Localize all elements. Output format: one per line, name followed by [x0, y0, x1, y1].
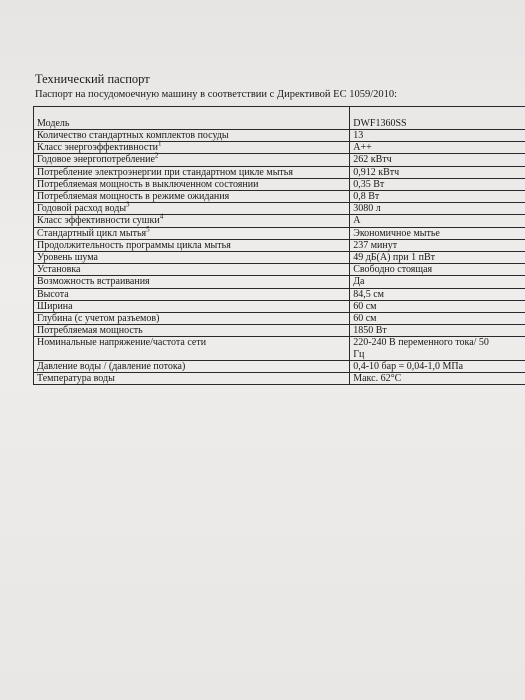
spec-label-cell — [34, 191, 350, 203]
table-row — [34, 191, 525, 203]
table-row — [34, 107, 525, 130]
spec-label: Номинальные напряжение/частота сети — [37, 337, 207, 349]
table-row — [34, 130, 525, 142]
spec-value: 262 кВтч — [353, 154, 392, 166]
spec-label: Потребляемая мощность в режиме ожидания — [37, 191, 230, 203]
spec-label: Температура воды — [37, 373, 115, 385]
spec-value-continuation: Гц — [353, 348, 365, 360]
spec-value-cell — [350, 166, 525, 178]
spec-value: 220-240 В переменного тока/ 50 — [353, 337, 489, 349]
spec-value-cell — [350, 264, 525, 276]
spec-label-cell — [34, 166, 350, 178]
spec-label-cell — [34, 288, 350, 300]
table-row — [34, 203, 525, 215]
spec-value-cell — [350, 337, 525, 360]
spec-table-body — [34, 107, 525, 385]
spec-label-cell — [34, 325, 350, 337]
spec-label: Ширина — [37, 300, 73, 312]
spec-value-cell — [350, 227, 525, 239]
table-row — [34, 300, 525, 312]
footnote-marker: 4 — [159, 213, 164, 222]
table-row — [34, 288, 525, 300]
table-row — [34, 227, 525, 239]
spec-value-cell — [350, 130, 525, 142]
spec-label: Класс эффективности сушки — [37, 215, 160, 227]
spec-value: A — [353, 215, 361, 227]
spec-label-cell — [34, 276, 350, 288]
spec-value: 0,912 кВтч — [353, 166, 400, 178]
document-title: Технический паспорт — [35, 72, 150, 86]
table-row — [34, 264, 525, 276]
spec-label-cell — [34, 227, 350, 239]
spec-value-cell — [350, 252, 525, 264]
spec-value: Экономичное мытье — [353, 227, 440, 239]
spec-label: Класс энергоэффективности — [37, 142, 159, 154]
footnote-marker: 3 — [126, 200, 130, 209]
spec-label-cell — [34, 360, 350, 372]
spec-label-cell — [34, 107, 350, 130]
spec-value: 0,35 Вт — [353, 178, 385, 190]
spec-value-cell — [350, 288, 525, 300]
spec-label: Высота — [37, 288, 69, 300]
spec-label-cell — [34, 139, 350, 154]
footnote-marker: 5 — [146, 225, 150, 234]
spec-label: Годовое энергопотребление — [37, 154, 155, 166]
spec-label-cell — [34, 337, 350, 360]
spec-value-cell — [350, 178, 525, 190]
spec-value: 13 — [353, 130, 364, 141]
spec-value-cell — [350, 276, 525, 288]
spec-value: 60 см — [353, 313, 377, 325]
table-row — [34, 142, 525, 154]
table-row — [34, 373, 525, 385]
spec-label: Количество стандартных комплектов посуды — [37, 130, 229, 141]
spec-label-cell — [34, 178, 350, 190]
spec-label-cell — [34, 313, 350, 325]
spec-label-cell — [34, 200, 350, 215]
spec-label: Давление воды / (давление потока) — [37, 360, 186, 372]
spec-value: A++ — [353, 142, 372, 154]
spec-label-cell — [34, 373, 350, 385]
document-page — [30, 40, 525, 700]
spec-label-cell — [34, 252, 350, 264]
spec-value: Да — [353, 276, 365, 288]
spec-value: Свободно стоящая — [353, 264, 433, 276]
spec-value: 0,8 Вт — [353, 191, 380, 203]
table-row — [34, 154, 525, 166]
spec-label-cell — [34, 215, 350, 227]
spec-value-cell — [350, 142, 525, 154]
spec-value: 1850 Вт — [353, 325, 387, 337]
table-row — [34, 166, 525, 178]
table-row — [34, 360, 525, 372]
spec-label: Глубина (с учетом разъемов) — [37, 313, 160, 325]
table-row — [34, 325, 525, 337]
table-row — [34, 252, 525, 264]
spec-value: 60 см — [353, 300, 377, 312]
spec-table — [33, 106, 525, 385]
spec-value: 84,5 см — [353, 288, 384, 300]
spec-label-cell — [34, 130, 350, 142]
spec-value-cell — [350, 373, 525, 385]
spec-value-cell — [350, 154, 525, 166]
spec-value-cell — [350, 325, 525, 337]
spec-label: Потребляемая мощность — [37, 325, 143, 337]
table-row — [34, 239, 525, 251]
spec-label-cell — [34, 264, 350, 276]
table-row — [34, 337, 525, 360]
spec-label: Уровень шума — [37, 252, 98, 264]
spec-label: Годовой расход воды — [37, 203, 127, 215]
table-row — [34, 313, 525, 325]
spec-label: Потребляемая мощность в выключенном состоянии — [37, 178, 259, 190]
spec-label: Стандартный цикл мытья — [37, 227, 147, 239]
spec-table-wrapper — [33, 106, 525, 385]
spec-label: Модель — [37, 117, 70, 129]
spec-value-cell — [350, 107, 525, 130]
spec-value-cell — [350, 215, 525, 227]
spec-value: 237 минут — [353, 239, 398, 251]
spec-value-cell — [350, 300, 525, 312]
spec-label: Продолжительность программы цикла мытья — [37, 239, 231, 251]
footnote-marker: 2 — [154, 152, 159, 161]
spec-label: Возможность встраивания — [37, 276, 150, 288]
table-row — [34, 215, 525, 227]
table-row — [34, 178, 525, 190]
document-subtitle: Паспорт на посудомоечную машину в соответствии с Директивой ЕС 1059/2010: — [35, 89, 398, 100]
spec-value-cell — [350, 191, 525, 203]
spec-value: DWF1360SS — [353, 117, 407, 129]
spec-label-cell — [34, 239, 350, 251]
spec-label-cell — [34, 300, 350, 312]
spec-label: Потребление электроэнергии при стандартном цикле мытья — [37, 166, 293, 178]
spec-value: 3080 л — [353, 203, 381, 215]
spec-value: 0,4-10 бар = 0,04-1,0 МПа — [353, 360, 464, 372]
spec-label: Установка — [37, 264, 81, 276]
spec-value-cell — [350, 360, 525, 372]
spec-label-cell — [34, 154, 350, 166]
spec-value-cell — [350, 203, 525, 215]
spec-value-cell — [350, 239, 525, 251]
spec-value: Макс. 62°C — [353, 373, 402, 385]
spec-value: 49 дБ(А) при 1 пВт — [353, 252, 436, 264]
spec-value-cell — [350, 313, 525, 325]
footnote-marker: 1 — [158, 139, 162, 148]
table-row — [34, 276, 525, 288]
